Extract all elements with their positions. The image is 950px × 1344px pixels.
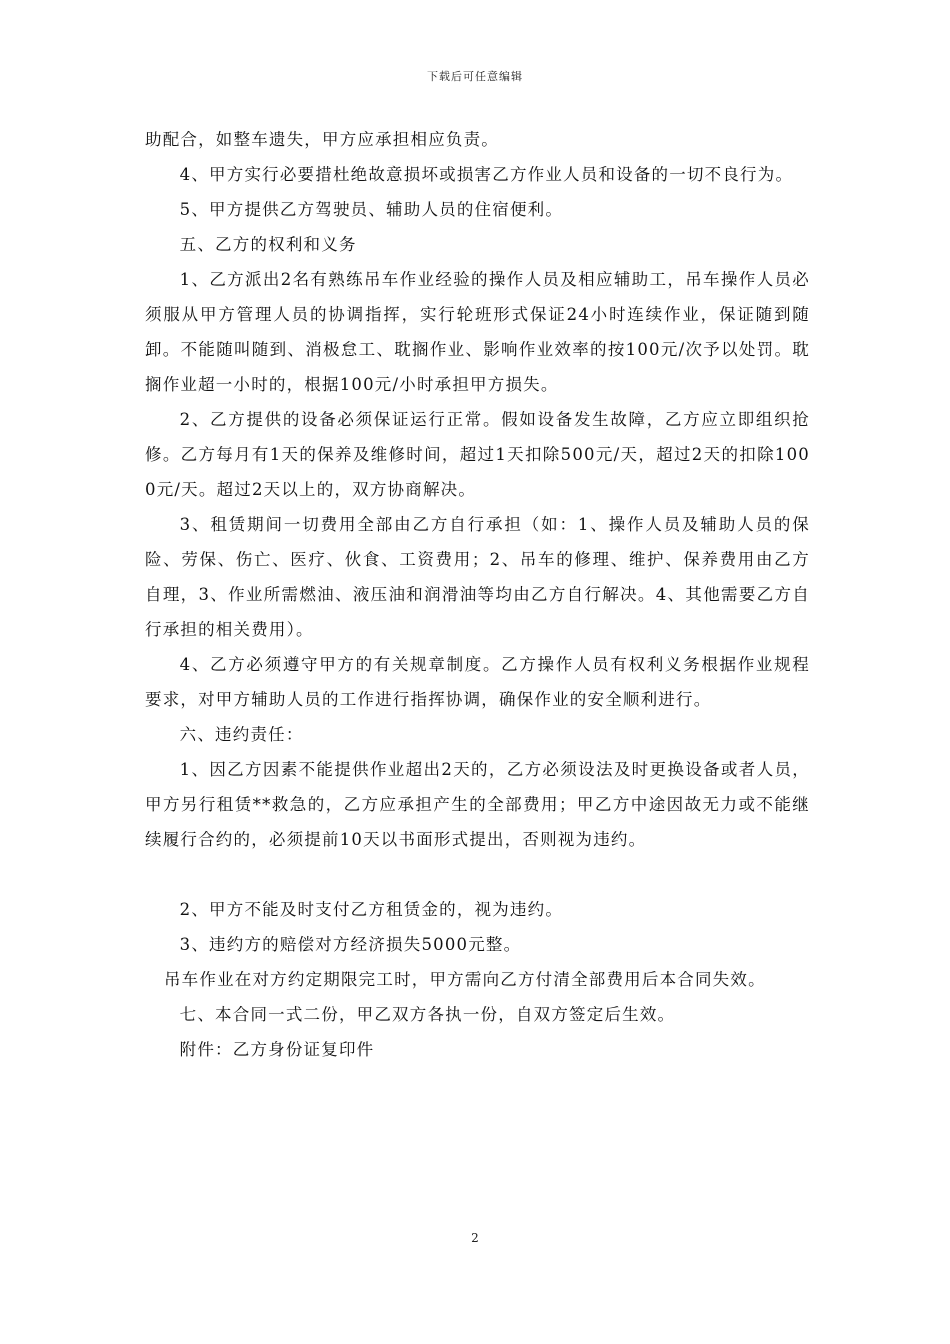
blank-line: [145, 857, 810, 892]
paragraph-continuation: 助配合，如整车遗失，甲方应承担相应负责。: [145, 130, 499, 149]
section-heading-5: 五、乙方的权利和义务: [179, 235, 357, 254]
paragraph-completion: 吊车作业在对方约定期限完工时，甲方需向乙方付清全部费用后本合同失效。: [163, 970, 766, 989]
section-heading-7: 七、本合同一式二份，甲乙双方各执一份，自双方签定后生效。: [179, 1005, 676, 1024]
paragraph-attachment: 附件：乙方身份证复印件: [179, 1040, 375, 1059]
paragraph-breach-1: 1、因乙方因素不能提供作业超出2天的，乙方必须设法及时更换设备或者人员，甲方另行租赁**救急的，乙方应承担产生的全部费用；甲乙方中途因故无力或不能继续履行合约的，必须提前10天以书面形式提出，否则视为违约。: [145, 760, 810, 849]
paragraph-clause-4-party-b: 4、乙方必须遵守甲方的有关规章制度。乙方操作人员有权利义务根据作业规程要求，对甲方辅助人员的工作进行指挥协调，确保作业的安全顺利进行。: [145, 655, 810, 709]
document-body: [145, 122, 810, 1067]
paragraph-breach-2: 2、甲方不能及时支付乙方租赁金的，视为违约。: [179, 900, 564, 919]
paragraph-clause-2-party-b: 2、乙方提供的设备必须保证运行正常。假如设备发生故障，乙方应立即组织抢修。乙方每月有1天的保养及维修时间，超过1天扣除500元/天，超过2天的扣除1000元/天。超过2天以上的，双方协商解决。: [145, 410, 810, 499]
paragraph-clause-1-party-b: 1、乙方派出2名有熟练吊车作业经验的操作人员及相应辅助工，吊车操作人员必须服从甲方管理人员的协调指挥，实行轮班形式保证24小时连续作业，保证随到随卸。不能随叫随到、消极怠工、耽搁作业、影响作业效率的按100元/次予以处罚。耽搁作业超一小时的，根据100元/小时承担甲方损失。: [145, 270, 810, 394]
page-header: 下载后可任意编辑: [427, 70, 523, 83]
paragraph-clause-5-party-a: 5、甲方提供乙方驾驶员、辅助人员的住宿便利。: [179, 200, 564, 219]
section-heading-6: 六、违约责任：: [179, 725, 304, 744]
paragraph-clause-4-party-a: 4、甲方实行必要措杜绝故意损坏或损害乙方作业人员和设备的一切不良行为。: [179, 165, 794, 184]
paragraph-breach-3: 3、违约方的赔偿对方经济损失5000元整。: [179, 935, 522, 954]
paragraph-clause-3-party-b: 3、租赁期间一切费用全部由乙方自行承担（如：1、操作人员及辅助人员的保险、劳保、伤亡、医疗、伙食、工资费用；2、吊车的修理、维护、保养费用由乙方自理，3、作业所需燃油、液压油和润滑油等均由乙方自行解决。4、其他需要乙方自行承担的相关费用）。: [145, 515, 810, 639]
page-number: 2: [471, 1231, 479, 1245]
